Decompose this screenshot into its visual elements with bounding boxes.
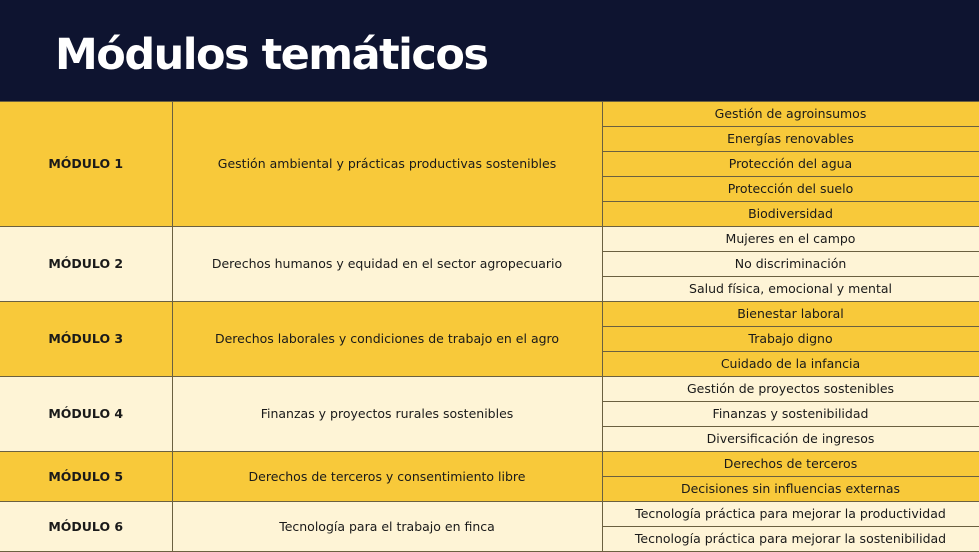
module-topic: Finanzas y sostenibilidad — [602, 402, 979, 427]
table-row — [0, 102, 979, 127]
module-topic: Protección del suelo — [602, 177, 979, 202]
module-label: MÓDULO 4 — [0, 377, 172, 452]
module-topic: Derechos de terceros — [602, 452, 979, 477]
module-description: Derechos de terceros y consentimiento libre — [172, 452, 602, 502]
module-topic: Tecnología práctica para mejorar la sostenibilidad — [602, 527, 979, 552]
modules-table — [0, 101, 979, 552]
module-topic: Salud física, emocional y mental — [602, 277, 979, 302]
module-topic: Tecnología práctica para mejorar la productividad — [602, 502, 979, 527]
module-topic: Protección del agua — [602, 152, 979, 177]
module-label: MÓDULO 2 — [0, 227, 172, 302]
module-topic: Gestión de proyectos sostenibles — [602, 377, 979, 402]
table-row — [0, 452, 979, 477]
module-topic: Gestión de agroinsumos — [602, 102, 979, 127]
header-banner — [0, 0, 979, 101]
module-topic: Decisiones sin influencias externas — [602, 477, 979, 502]
module-label: MÓDULO 5 — [0, 452, 172, 502]
module-description: Gestión ambiental y prácticas productivas sostenibles — [172, 102, 602, 227]
module-label: MÓDULO 6 — [0, 502, 172, 552]
module-topic: Biodiversidad — [602, 202, 979, 227]
table-row — [0, 502, 979, 527]
module-description: Tecnología para el trabajo en finca — [172, 502, 602, 552]
module-topic: Cuidado de la infancia — [602, 352, 979, 377]
module-topic: Energías renovables — [602, 127, 979, 152]
module-description: Derechos humanos y equidad en el sector agropecuario — [172, 227, 602, 302]
table-row — [0, 302, 979, 327]
table-row — [0, 377, 979, 402]
module-description: Derechos laborales y condiciones de trabajo en el agro — [172, 302, 602, 377]
module-label: MÓDULO 1 — [0, 102, 172, 227]
module-topic: Bienestar laboral — [602, 302, 979, 327]
page-title: Módulos temáticos — [55, 30, 488, 80]
module-label: MÓDULO 3 — [0, 302, 172, 377]
module-topic: No discriminación — [602, 252, 979, 277]
module-description: Finanzas y proyectos rurales sostenibles — [172, 377, 602, 452]
module-topic: Trabajo digno — [602, 327, 979, 352]
table-row — [0, 227, 979, 252]
module-topic: Diversificación de ingresos — [602, 427, 979, 452]
module-topic: Mujeres en el campo — [602, 227, 979, 252]
